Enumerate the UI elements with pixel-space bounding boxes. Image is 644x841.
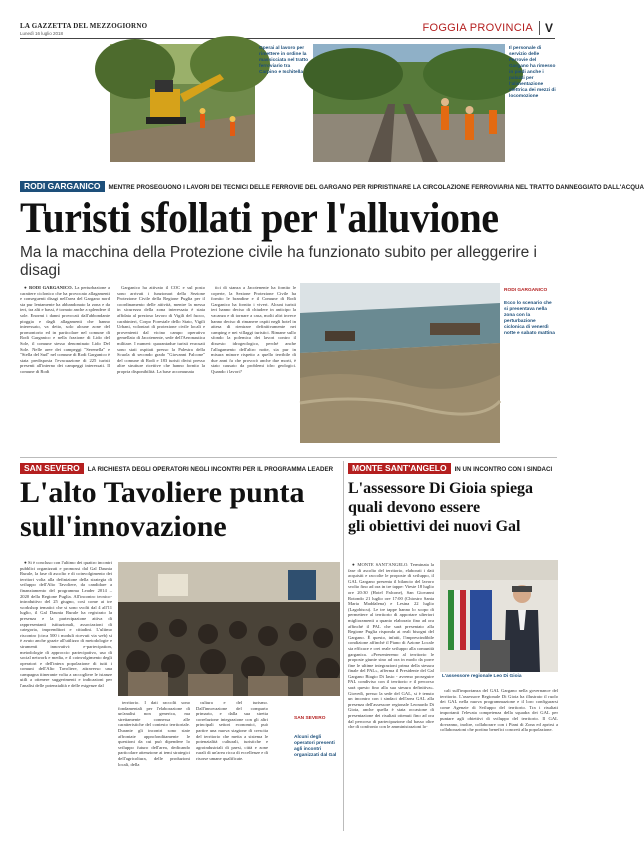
article2-photo-caption: Alcuni degli operatori presenti agli incontri organizzati dal Gal <box>294 735 337 758</box>
article3-photo-caption: L'assessore regionale Leo Di Gioia <box>442 674 522 679</box>
article1-col2-text: Garganico ha attivato il COC e sul posto sono arrivati i funzionari della Sezione Protezione Civile della Regione Puglia per il coordinamento delle attività, mentre la messa in sicurezza della zona interessata è stata affidata al prezioso lavoro di Vigili del fuoco, carabinieri, Corpo Forestale dello Stato, Vigili Urbani, volontari di protezione civile locali e provenienti dal vicino campo operativo gemellato di Jacotenente, sede dell'Aeronautica militare. I numeri: quarantadue turisti evacuati sono stati ospitati presso la Palestra della Scuola di secondo grado "Giovanni Falcone" del comune di Rodi e 183 turisti divisi presso altre strutture ricettive che hanno fornito la propria disponibilità. La base accomunata <box>117 285 205 374</box>
article1-col1-text: La perturbazione a carattere ciclonico che ha provocato allagamenti e conseguenti disagi nell'area del Gargano nord sta pur lentamente ha abbandonato la zona e da ieri, tra alti e bassi, è tornato anche a splendere il sole. Enormi i danni provocati dall'abbondante pioggia e dagli allagamenti che hanno interessato, va detto, solo alcune zone del promontorio ed in particolare nel comune di Rodi Garganico e nella frazione di Lido del Sole, il comune stesso denominato Lido Del Sole. Nelle aree dei campeggi "Serenella" e "Stella del Sud" nel comune di Rodi Garganico è stata predisposta l'evacuazione di 225 turisti presenti all'interno dei campeggi interessati. Il comune di Rodi <box>20 285 110 374</box>
article1-kicker <box>20 181 644 192</box>
photo-railway-track-workers <box>313 44 505 162</box>
article1-col3-text: tici di stanza a Jacotenente ha fornito le coperte, la Sezione Protezione Civile ha fornito le brandine e il Comune di Rodi Garganico ha fornito i viveri. Alcuni turisti ieri hanno deciso di chiudere in anticipo la vacanza e di tornare a casa, molti altri invece hanno deciso di rimanere ospiti negli hotel in attesa di rientrare definitivamente nei camping e nei villaggi turistici. Rimane sullo sfondo la polemica dei lavori contro il dissesto idrogeologico, perché anche l'allagamento dell'altro notte, sia pur in misura minore rispetto a quello terribile di due anni fa che provocò anche due morti, è stato causato da problemi idro geologici. Quando i lavori? <box>211 285 296 374</box>
article1-column-3 <box>211 285 296 455</box>
article2-title-line2: sull'innovazione <box>20 510 227 543</box>
article2-column-1 <box>20 560 112 830</box>
photo-caption-left: Operai al lavoro per rimettere in ordine la massicciata nel tratto ferroviario tra Carpino e Ischitella <box>259 46 309 75</box>
issue-date: Lunedì 16 luglio 2018 <box>20 31 64 36</box>
article1-photo-caption-title: RODI GARGANICO <box>504 288 548 293</box>
article3-tag: MONTE SANT'ANGELO <box>348 463 451 474</box>
article3-title-line1: L'assessore Di Gioia spiega <box>348 480 534 497</box>
article2-photo-caption-title: SAN SEVERO <box>294 716 326 721</box>
photo-caption-right: Il personale di servizio delle Ferrovie del Gargano ha rimesso in piedi anche i palazzi per l'alimentazione elettrica dei mezzi di locomozione <box>509 46 556 99</box>
column-divider <box>343 461 344 831</box>
article1-title: Turisti sfollati per l'alluvione <box>20 193 499 242</box>
newspaper-name: LA GAZZETTA DEL MEZZOGIORNO <box>20 22 148 30</box>
photo-meeting-audience <box>118 562 340 696</box>
article3-col2-text: cali sull'importanza del GAL Gargano nella governance del territorio. L'assessore Regionale Di Gioia ha illustrato il ruolo dei GAL nella nuova programmazione e il loro configurarsi come Agenzie di Sviluppo del territorio. Tra i risultati importanti l'elevata competenza della squadra dei GAL per puntare agli obiettivi di sviluppo del territorio. Il GAL dovranno, inoltre, collaborare con i Piani di Zona ed aprirsi a collaborazioni che portino benefici concreti alla popolazione. <box>440 688 558 733</box>
article2-kicker <box>20 463 338 474</box>
photo-railway-workers-excavator <box>110 44 255 162</box>
article2-tag: SAN SEVERO <box>20 463 84 474</box>
article1-column-2 <box>117 285 205 455</box>
article1-dateline: ● RODI GARGANICO. <box>24 285 73 290</box>
article3-kicker-text: IN UN INCONTRO CON I SINDACI <box>454 466 553 473</box>
article2-col1-text: ● Si è concluso con l'ultimo dei quattro incontri pubblici organizzati e promossi dal Gal Daunia Rurale, la fase di ascolto e di coinvolgimento dei territori volta alla definizione della strategia di sviluppo dell'Alto Tavoliere, da candidare a finanziamento del programma Leader 2014 – 2020 della Regione Puglia. All'incontro tecnico-introduttivo del 25 giugno, così come ai tre workshop tematici che si sono svolti dal 4 all'11 luglio, il Gal Daunia Rurale ha registrato la presenza e la partecipazione attiva di rappresentanti istituzionali, associazioni di categoria, imprenditori e cittadini. L'ultimo riscontro (circa 500 i moduli ricevuti via web) si è avuto anche grazie all'utilizzo di metodologie e strumenti innovativi: e-partecipation, metodologie di approccio partecipativo, uso di social network e media, e il coinvolgimento degli operatori e dell'intera popolazione di tutti i comuni dell'Alto Tavoliere, attraverso una campagna itinerante volta a raccogliere le istanze utili a ottenere suggerimenti e indicazioni per l'analisi delle potenzialità e delle esigenze dal <box>20 560 112 689</box>
photo-assessore-portrait <box>440 560 558 672</box>
article3-title-line2: quali devono essere <box>348 499 481 516</box>
article3-column-2 <box>440 688 558 828</box>
article1-photo-caption: Ecco lo scenario che si presentava nella zona con la perturbazione ciclonica di venerdì notte e sabato mattina <box>504 301 555 336</box>
article2-col3-text: cultura e del turismo. Dall'innovazione del comparto primario, e dalla sua stretta correlazione integrazione con gli altri principali settori economici, può partire una nuova stagione di crescita del territorio che metta a sistema le potenzialità culturali, turistiche e agroindustriali di paesi, città e zone rurali di un'area ricca di eccellenze e di risorse umane qualificate. <box>196 700 268 761</box>
section-divider <box>20 457 557 458</box>
article2-kicker-text: LA RICHIESTA DEGLI OPERATORI NEGLI INCONTRI PER IL PROGRAMMA LEADER <box>87 466 334 473</box>
article3-title-line3: gli obiettivi dei nuovi Gal <box>348 518 521 535</box>
section-title: FOGGIA PROVINCIA <box>422 22 533 34</box>
article1-tag: RODI GARGANICO <box>20 181 105 192</box>
photo-flooded-beach <box>300 283 500 443</box>
article2-title-line1: L'alto Tavoliere punta <box>20 476 305 509</box>
article3-column-1 <box>348 562 434 830</box>
article3-col1-text: ● MONTE SANT'ANGELO. Terminata la fase di ascolto del territorio, elaborati i dati acquisiti e raccolte le proposte di sviluppo, il GAL Gargano presenta il bilancio del lavoro svolto fino ad ora in tre tappe: Vieste 18 luglio ore 20:30 (Hotel Falcone), San Giovanni Rotondo 21 luglio ore 17:00 (Chiostro Santa Maria Maddalena) e Lesina 22 luglio (Lagobiscu). Le tre tappe hanno lo scopo di permettere al territorio di apportare ulteriori miglioramenti a quanto elaborato fino ad ora affinché il PAL che sarà presentato alla Regione Puglia risponda ai reali bisogni del Gargano. È questo, infatti, l'imprescindibile condizione affinché il Piano di Azione Locale sia efficace e crei reale sviluppo alla comunità garganica. «Presenteremo al territorio le proposte giunte sino ad ora in modo da porre fine le ultime integrazioni prima della stesura finale del PAL», afferma il Presidente del Gal Gargano Biagio Di Iasio - avremo proseguire PAL condiviso con il territorio e il percorso sarà questo fino alla sua stesura definitiva». Giovedì, presso la sede del GAL, si è tenuto un incontro con i sindaci dell'area GAL alla presenza dell'assessore regionale Leonardo Di Gioia, anche quella è stata occasione di presentazione dei risultati ottenuti fino ad ora dal percorso di partecipazione dal basso oltre che di confronto con le amministrazioni lo- <box>348 562 434 730</box>
article1-subtitle: Ma la macchina della Protezione civile ha funzionato subito per alleggerire i disagi <box>20 244 537 279</box>
article1-kicker-text: MENTRE PROSEGUONO I LAVORI DEI TECNICI DELLE FERROVIE DEL GARGANO PER RIPRISTINARE LA CIRCOLAZIONE FERROVIARIA NEL TRATTO DANNEGGIATO DALL'ACQUA <box>108 184 644 191</box>
page-letter: V <box>539 21 553 35</box>
article2-column-2 <box>118 700 190 830</box>
article2-column-3 <box>196 700 268 830</box>
article3-kicker <box>348 463 558 474</box>
article2-col2-text: territorio. I dati raccolti sono fondamentali per l'elaborazione di un'analisi non generica, ma strettamente connessa alle caratteristiche del contesto territoriale. Durante gli incontri sono state affrontate approfonditamente le questioni da cui può dipendere lo sviluppo futuro dell'area, dedicando particolare attenzione ai temi strategici dell'agricoltura, delle produzioni locali, della <box>118 700 190 767</box>
masthead-rule <box>20 38 555 39</box>
article1-column-1 <box>20 285 110 455</box>
